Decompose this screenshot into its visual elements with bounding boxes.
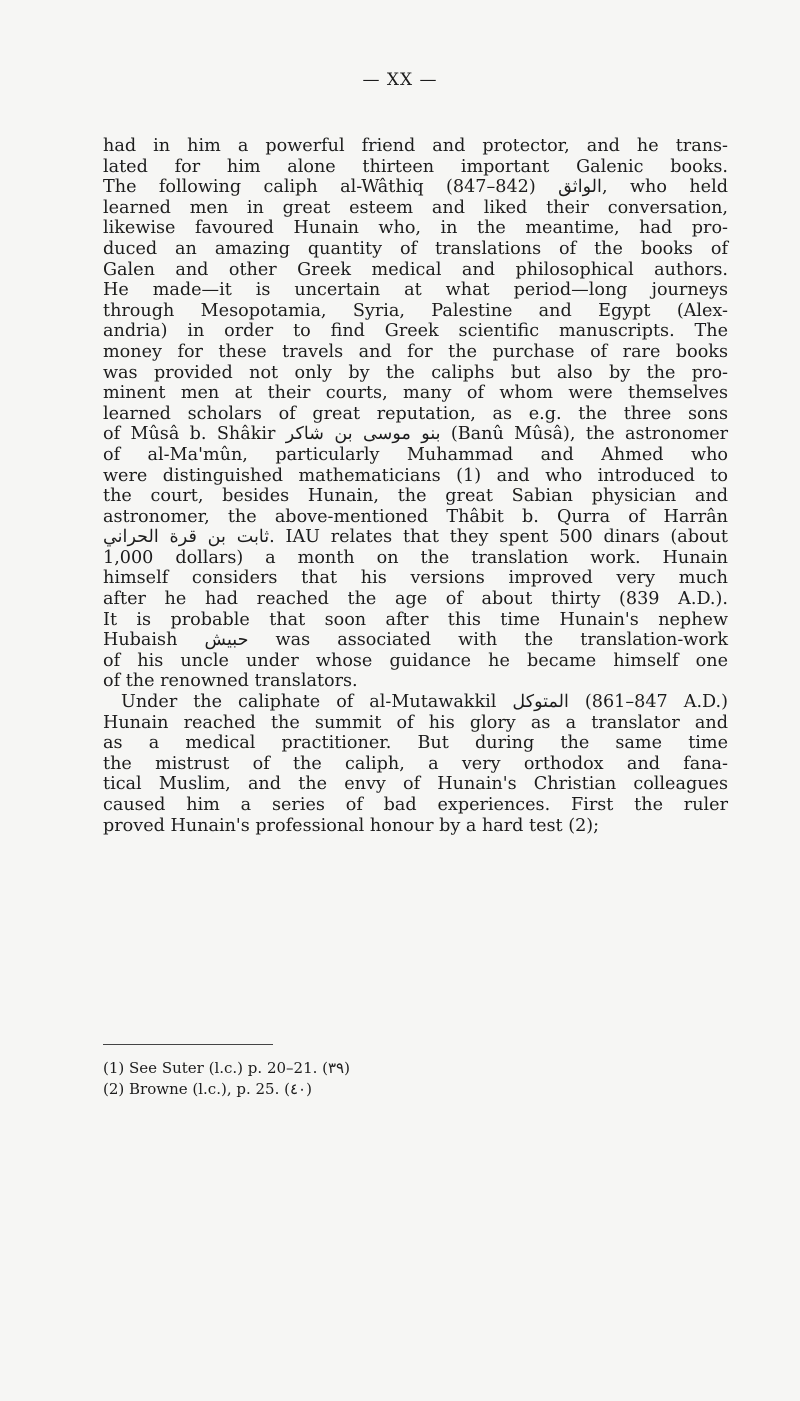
text-line: Hubaish حبيش was associated with the translation-work [103, 630, 728, 651]
text-line: the mistrust of the caliph, a very orthodox and fana- [103, 753, 728, 774]
text-line: minent men at their courts, many of whom were themselves [103, 383, 728, 404]
text-line: 1,000 dollars) a month on the translation work. Hunain [103, 547, 728, 568]
page-number: — XX — [362, 70, 438, 90]
text-line: had in him a powerful friend and protector, and he trans- [103, 136, 728, 156]
footnote-1: (1) See Suter (l.c.) p. 20–21. (٣٩) [103, 1059, 350, 1077]
text-line: through Mesopotamia, Syria, Palestine and Egypt (Alex- [103, 300, 728, 321]
text-line: himself considers that his versions improved very much [103, 568, 728, 589]
main-text [103, 136, 728, 836]
text-line: learned scholars of great reputation, as e.g. the three sons [103, 403, 728, 424]
text-line: astronomer, the above-mentioned Thâbit b. Qurra of Harrân [103, 506, 728, 527]
text-line: after he had reached the age of about thirty (839 A.D.). [103, 589, 728, 610]
text-line: andria) in order to find Greek scientific manuscripts. The [103, 321, 728, 342]
text-line: tical Muslim, and the envy of Hunain's Christian colleagues [103, 774, 728, 795]
text-line: the court, besides Hunain, the great Sabian physician and [103, 486, 728, 507]
text-line: learned men in great esteem and liked their conversation, [103, 197, 728, 218]
text-line: ثابت بن قرة الحراني. IAU relates that they spent 500 dinars (about [103, 527, 728, 548]
text-line: Under the caliphate of al-Mutawakkil المتوكل (847–861 A.D.) [121, 692, 728, 713]
text-line: of al-Ma'mûn, particularly Muhammad and Ahmed who [103, 444, 728, 465]
text-line: of his uncle under whose guidance he became himself one [103, 650, 728, 671]
text-line: Hunain reached the summit of his glory as a translator and [103, 712, 728, 733]
text-line: of Mûsâ b. Shâkir بنو موسى بن شاكر (Banû Mûsâ), the astronomer [103, 424, 729, 445]
text-line: It is probable that soon after this time Hunain's nephew [103, 609, 728, 630]
text-line: caused him a series of bad experiences. First the ruler [103, 795, 728, 815]
footnotes [103, 1058, 703, 1100]
text-line: were distinguished mathematicians (1) and who introduced to [103, 465, 728, 486]
text-line: money for these travels and for the purchase of rare books [103, 341, 728, 362]
text-line: He made—it is uncertain at what period—long journeys [103, 280, 728, 301]
text-line: Galen and other Greek medical and philosophical authors. [103, 259, 728, 280]
text-line: proved Hunain's professional honour by a hard test (2); [103, 815, 600, 836]
text-line: The following caliph al-Wâthiq الواثق (842–847), who held [103, 177, 728, 198]
text-line: lated for him alone thirteen important Galenic books. [103, 156, 728, 177]
text-line: of the renowned translators. [103, 671, 358, 692]
text-line: as a medical practitioner. But during the same time [103, 733, 728, 754]
text-line: was provided not only by the caliphs but also by the pro- [103, 362, 728, 383]
footnote-2: (2) Browne (l.c.), p. 25. (٤٠) [103, 1080, 312, 1098]
text-line: duced an amazing quantity of translations of the books of [103, 238, 728, 259]
text-line: likewise favoured Hunain who, in the meantime, had pro- [103, 218, 728, 239]
footnote-divider [103, 1044, 273, 1045]
